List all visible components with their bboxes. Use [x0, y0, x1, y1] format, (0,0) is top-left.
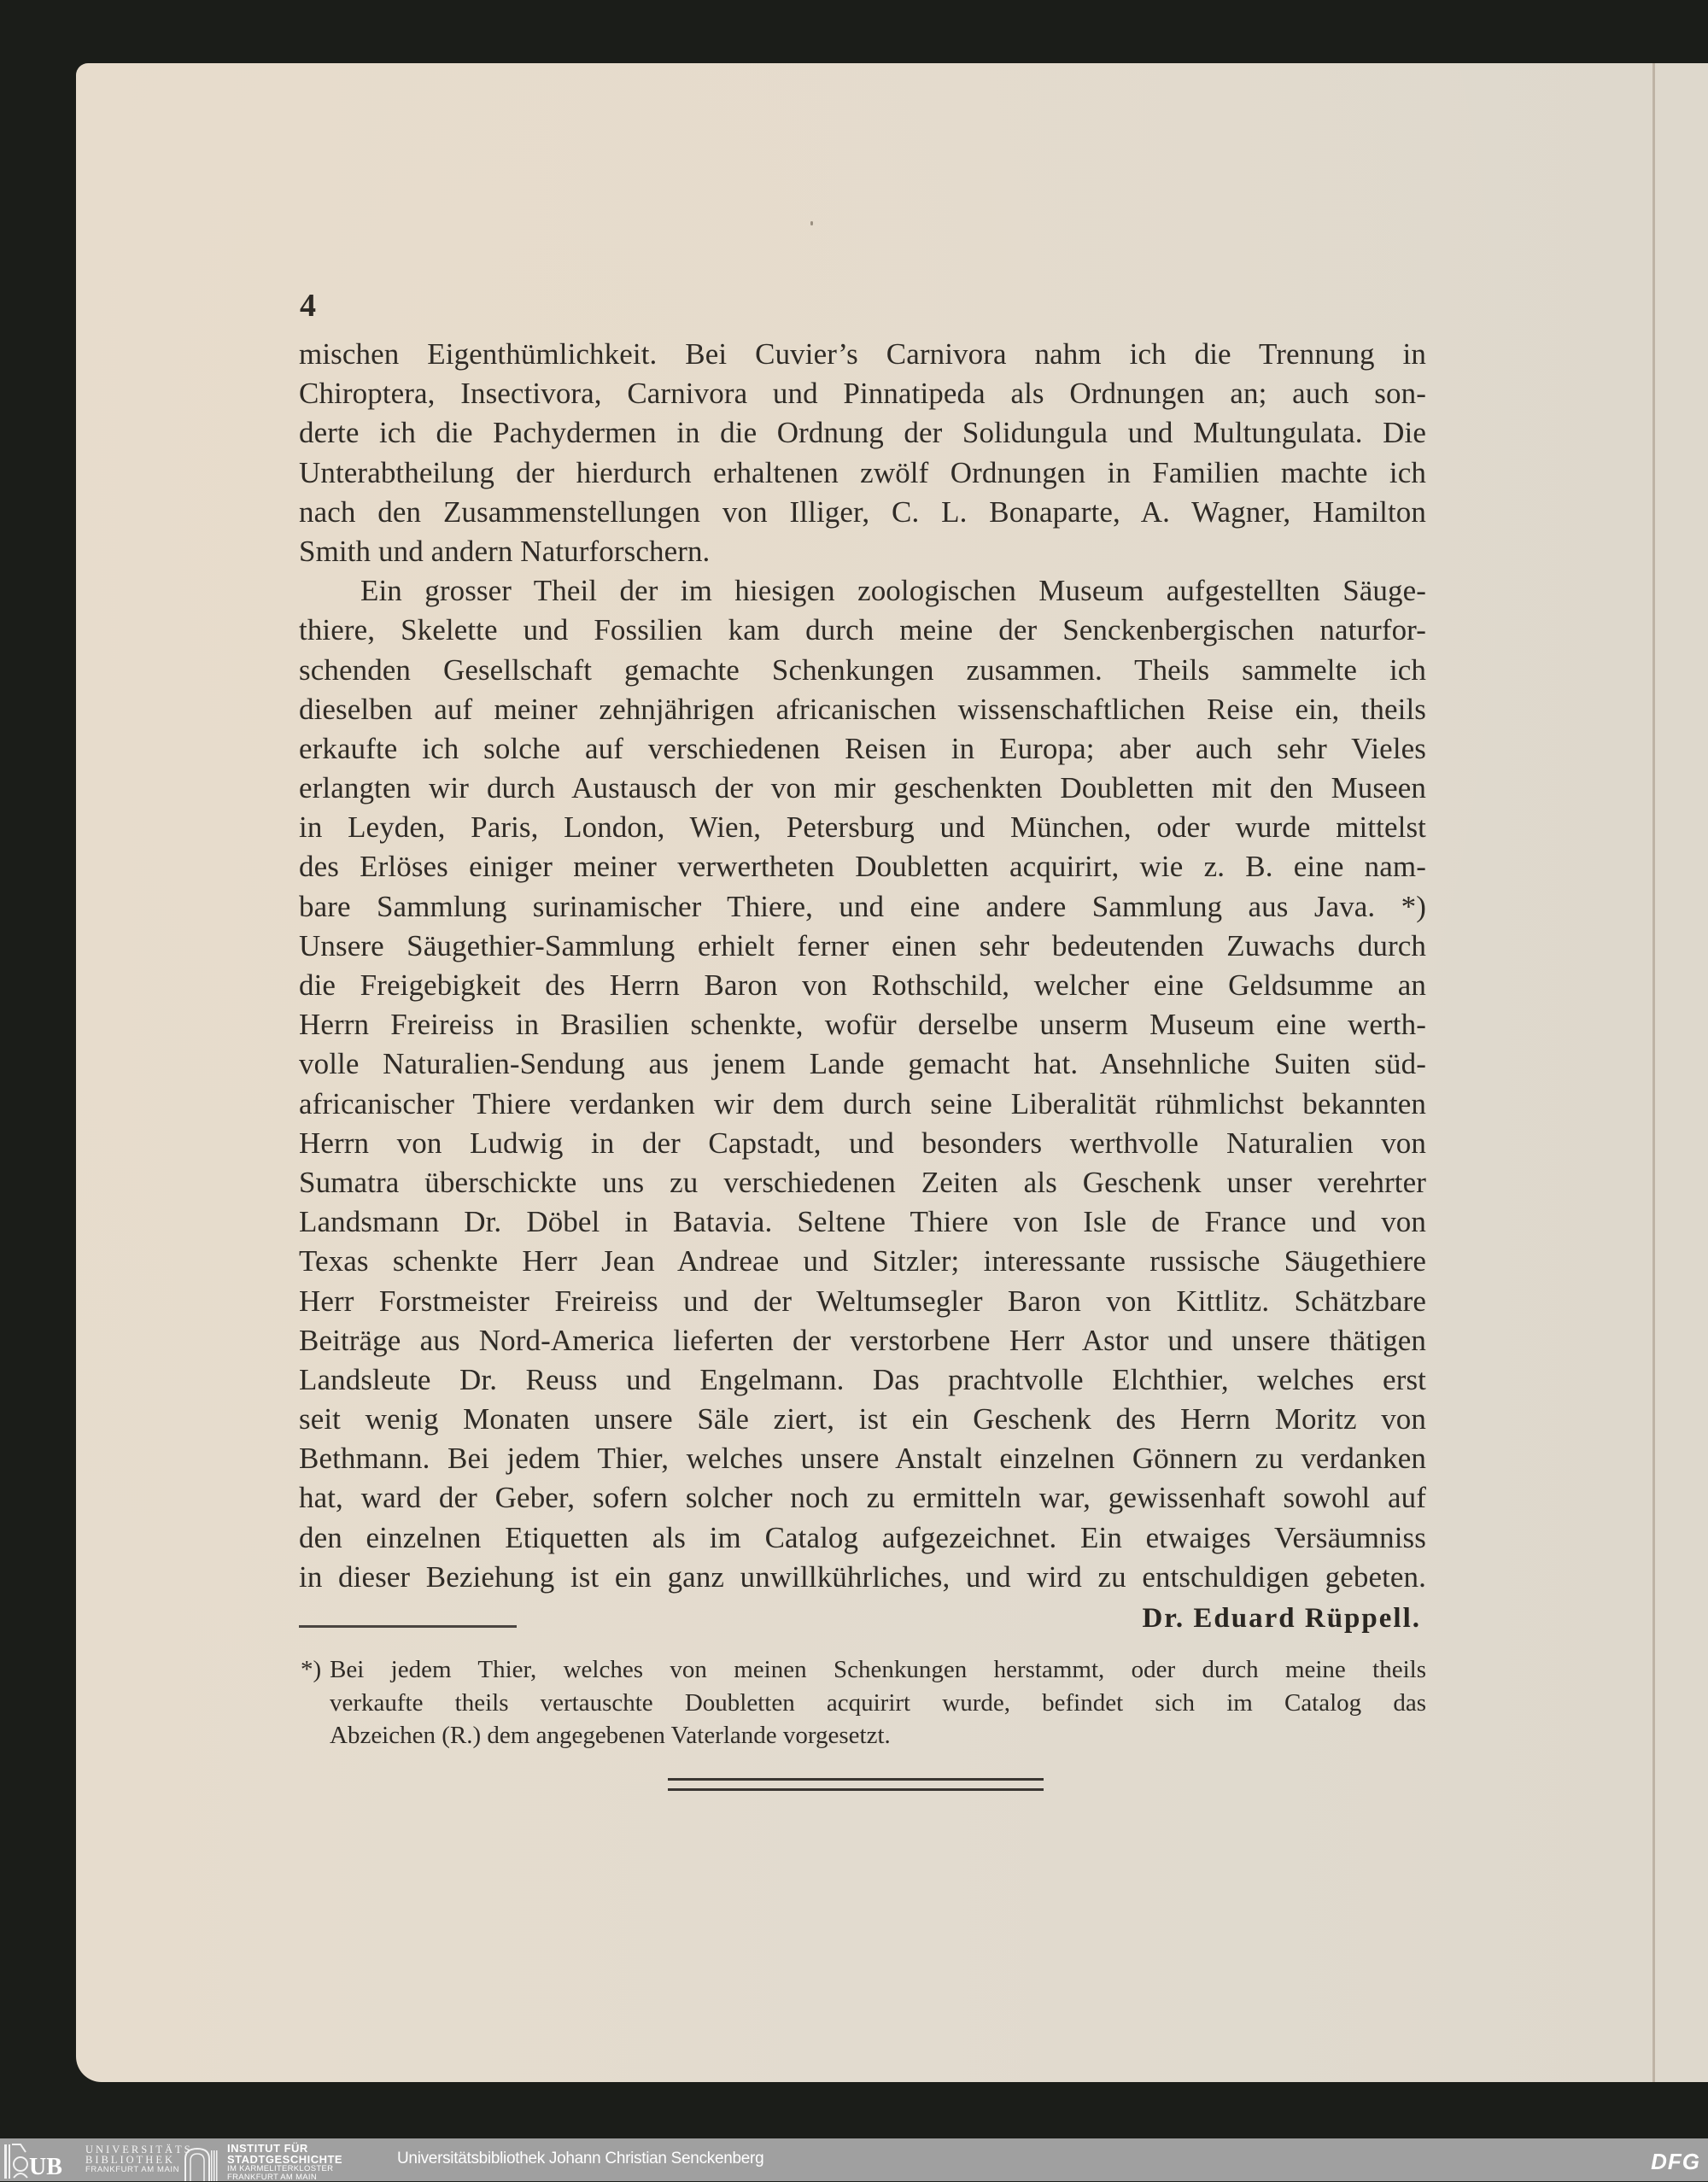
- footnote-line: Abzeichen (R.) dem angegebenen Vaterlande vorgesetzt.: [330, 1722, 891, 1749]
- body-line: Unsere Säugethier-Sammlung erhielt ferner einen sehr bedeutenden Zuwachs durch: [299, 928, 1426, 962]
- body-line: volle Naturalien-Sendung aus jenem Lande gemacht hat. Ansehnliche Suiten süd-: [299, 1047, 1426, 1081]
- paper-speck: [810, 221, 813, 225]
- body-line: dieselben auf meiner zehnjährigen africanischen wissenschaftlichen Reise ein, theils: [299, 692, 1426, 726]
- footer-title: Universitätsbibliothek Johann Christian Senckenberg: [397, 2150, 764, 2167]
- footnote: [301, 1653, 1426, 1752]
- ub-logo-letters: UB: [29, 2154, 62, 2179]
- body-line: mischen Eigenthümlichkeit. Bei Cuvier’s Carnivora nahm ich die Trennung in: [299, 337, 1426, 371]
- body-line: seit wenig Monaten unsere Säle ziert, ist ein Geschenk des Herrn Moritz von: [299, 1402, 1426, 1436]
- dfg-logo: DFG: [1651, 2149, 1700, 2174]
- body-line: Smith und andern Naturforschern.: [299, 534, 711, 568]
- isg-line-4: FRANKFURT AM MAIN: [227, 2173, 318, 2182]
- body-line: Ein grosser Theil der im hiesigen zoologischen Museum aufgestellten Säuge-: [360, 574, 1426, 608]
- body-line: Herrn Freireiss in Brasilien schenkte, wofür derselbe unserm Museum eine werth-: [299, 1008, 1426, 1042]
- page-fold-line: [1652, 63, 1655, 2082]
- institute-arch-logo-icon: [184, 2147, 218, 2181]
- ub-line-3: FRANKFURT AM MAIN: [85, 2165, 180, 2174]
- body-line: des Erlöses einiger meiner verwertheten Doubletten acquirirt, wie z. B. eine nam-: [299, 850, 1426, 884]
- author-signature: Dr. Eduard Rüppell.: [1142, 1603, 1421, 1634]
- body-line: Landsmann Dr. Döbel in Batavia. Seltene Thiere von Isle de France und von: [299, 1205, 1426, 1239]
- body-line: Beiträge aus Nord-America lieferten der verstorbene Herr Astor und unsere thätigen: [299, 1323, 1426, 1357]
- body-line: Chiroptera, Insectivora, Carnivora und Pinnatipeda als Ordnungen an; auch son-: [299, 377, 1426, 411]
- body-text: [299, 335, 1426, 1597]
- ub-line-1: UNIVERSITÄTS: [85, 2144, 193, 2156]
- ub-library-name: [85, 2144, 193, 2175]
- body-line: africanischer Thiere verdanken wir dem durch seine Liberalität rühmlichst bekannten: [299, 1086, 1426, 1120]
- body-line: Unterabtheilung der hierdurch erhaltenen zwölf Ordnungen in Familien machte ich: [299, 455, 1426, 489]
- body-line: schenden Gesellschaft gemachte Schenkungen zusammen. Theils sammelte ich: [299, 652, 1426, 687]
- body-line: in Leyden, Paris, London, Wien, Petersburg und München, oder wurde mittelst: [299, 810, 1426, 845]
- isg-line-1: INSTITUT FÜR: [227, 2142, 308, 2155]
- body-line: den einzelnen Etiquetten als im Catalog aufgezeichnet. Ein etwaiges Versäumniss: [299, 1520, 1426, 1554]
- body-line: Landsleute Dr. Reuss und Engelmann. Das prachtvolle Elchthier, welches erst: [299, 1362, 1426, 1396]
- body-line: Bethmann. Bei jedem Thier, welches unsere Anstalt einzelnen Gönnern zu verdanken: [299, 1442, 1426, 1476]
- body-line: thiere, Skelette und Fossilien kam durch meine der Senckenbergischen naturfor-: [299, 613, 1426, 647]
- document-page: [76, 63, 1708, 2082]
- ub-library-logo-icon: [3, 2142, 96, 2179]
- body-line: bare Sammlung surinamischer Thiere, und eine andere Sammlung aus Java. *): [299, 889, 1426, 923]
- isg-line-2: STADTGESCHICHTE: [227, 2152, 343, 2166]
- body-line: Herr Forstmeister Freireiss und der Weltumsegler Baron von Kittlitz. Schätzbare: [299, 1284, 1426, 1318]
- body-line: nach den Zusammenstellungen von Illiger, C. L. Bonaparte, A. Wagner, Hamilton: [299, 494, 1426, 529]
- closing-double-rule: [668, 1778, 1044, 1791]
- signature-row: [299, 1603, 1426, 1646]
- footnote-marker: *): [301, 1656, 322, 1683]
- footnote-separator-rule: [299, 1625, 517, 1628]
- footnote-line: verkaufte theils vertauschte Doubletten acquirirt wurde, befindet sich im Catalog das: [330, 1688, 1426, 1717]
- institute-name: [227, 2144, 342, 2182]
- body-line: derte ich die Pachydermen in die Ordnung der Solidungula und Multungulata. Die: [299, 416, 1426, 450]
- footer-bar: [0, 2138, 1708, 2181]
- body-line: erkaufte ich solche auf verschiedenen Reisen in Europa; aber auch sehr Vieles: [299, 731, 1426, 765]
- body-line: die Freigebigkeit des Herrn Baron von Rothschild, welcher eine Geldsumme an: [299, 968, 1426, 1002]
- body-line: erlangten wir durch Austausch der von mir geschenkten Doubletten mit den Museen: [299, 771, 1426, 805]
- body-line: hat, ward der Geber, sofern solcher noch zu ermitteln war, gewissenhaft sowohl auf: [299, 1481, 1426, 1515]
- isg-line-3: IM KARMELITERKLOSTER: [227, 2164, 334, 2173]
- body-line: in dieser Beziehung ist ein ganz unwillkührliches, und wird zu entschuldigen gebeten.: [299, 1559, 1426, 1594]
- body-line: Texas schenkte Herr Jean Andreae und Sitzler; interessante russische Säugethiere: [299, 1244, 1426, 1278]
- body-line: Herrn von Ludwig in der Capstadt, und besonders werthvolle Naturalien von: [299, 1126, 1426, 1160]
- body-line: Sumatra überschickte uns zu verschiedenen Zeiten als Geschenk unser verehrter: [299, 1165, 1426, 1199]
- ub-line-2: BIBLIOTHEK: [85, 2154, 175, 2166]
- page-number: 4: [300, 288, 316, 324]
- footnote-line: Bei jedem Thier, welches von meinen Schenkungen herstammt, oder durch meine theils: [330, 1656, 1426, 1683]
